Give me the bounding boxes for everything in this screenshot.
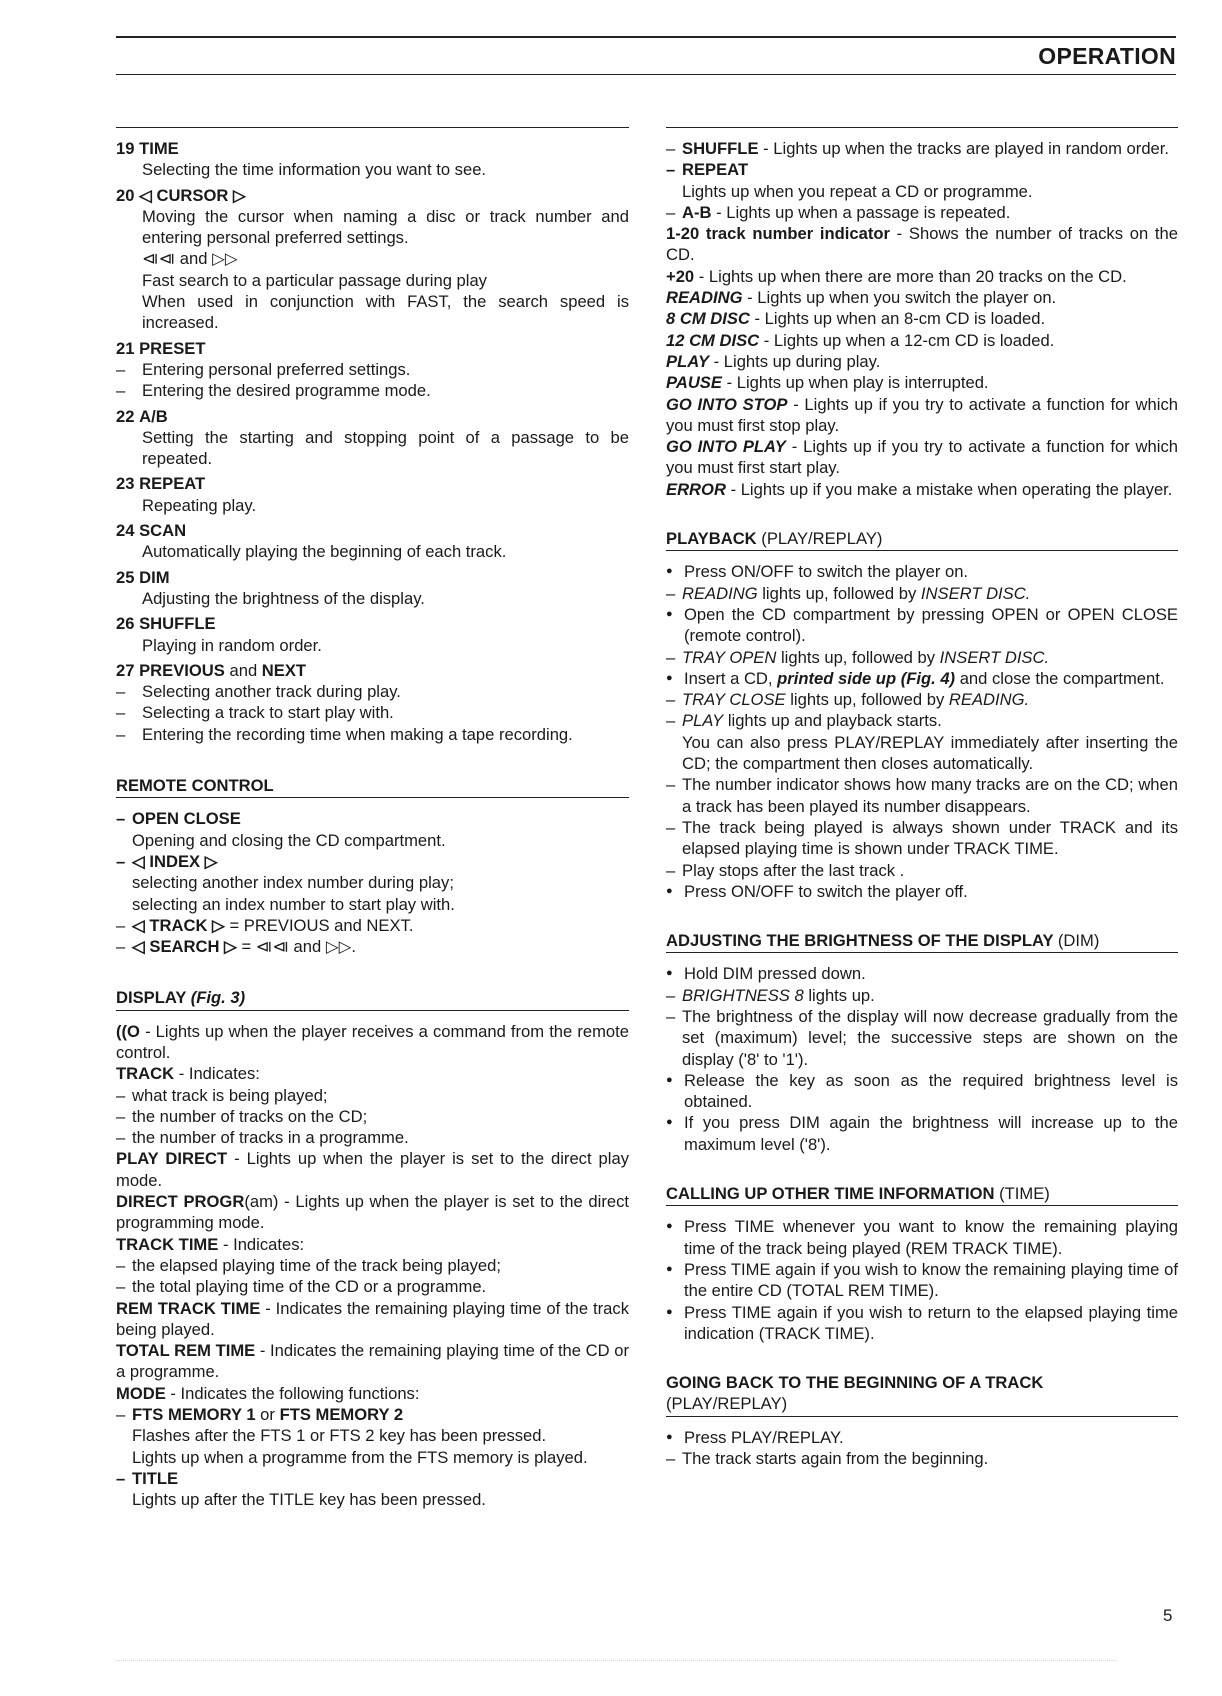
rem-track-time-line: REM TRACK TIME - Indicates the remaining playing time of the track being played. bbox=[116, 1298, 629, 1339]
function-item bbox=[116, 660, 629, 745]
function-item-desc: – Selecting another track during play. bbox=[116, 681, 629, 702]
function-item bbox=[116, 567, 629, 610]
display-indicator: PAUSE - Lights up when play is interrupted. bbox=[666, 373, 989, 393]
title-key-label: – TITLE bbox=[116, 1468, 629, 1489]
function-item-desc: – Entering the desired programme mode. bbox=[116, 380, 629, 401]
dim-result: – The brightness of the display will now decrease gradually from the set (maximum) level; the successive steps are shown on the display ('8' to '1'). bbox=[666, 1006, 1178, 1070]
function-item-heading: 27 PREVIOUS and NEXT bbox=[116, 660, 307, 680]
function-item-desc: ⧏⧏ and ▷▷ bbox=[142, 249, 238, 269]
function-item-heading: 25 DIM bbox=[116, 567, 170, 587]
index-label: – ◁ INDEX ▷ bbox=[116, 851, 629, 872]
index-desc-1: selecting another index number during play; bbox=[132, 873, 454, 893]
playback-heading: PLAYBACK (PLAY/REPLAY) bbox=[666, 528, 1178, 551]
back-result: – The track starts again from the beginning. bbox=[666, 1448, 1178, 1469]
repeat-label: – REPEAT bbox=[666, 159, 1178, 180]
section-title: OPERATION bbox=[1038, 43, 1176, 69]
function-item-desc: Selecting the time information you want to see. bbox=[142, 160, 487, 180]
time-step: ● Press TIME again if you wish to return to the elapsed playing time indication (TRACK TIME). bbox=[666, 1302, 1178, 1345]
playback-result: – TRAY CLOSE lights up, followed by READING. bbox=[666, 689, 1178, 710]
back-list bbox=[666, 1427, 1178, 1470]
playback-result: – The track being played is always shown under TRACK and its elapsed playing time is shown under TRACK TIME. bbox=[666, 817, 1178, 860]
function-item-desc: Automatically playing the beginning of each track. bbox=[142, 542, 507, 562]
remote-control-heading: REMOTE CONTROL bbox=[116, 775, 629, 798]
numbered-items bbox=[116, 138, 629, 745]
play-direct-line: PLAY DIRECT - Lights up when the player is set to the direct play mode. bbox=[116, 1149, 629, 1190]
display-indicator: PLAY - Lights up during play. bbox=[666, 351, 881, 371]
indicator-list bbox=[666, 287, 1178, 500]
shuffle-line: – SHUFFLE - Lights up when the tracks are played in random order. bbox=[666, 138, 1178, 159]
fts-desc-1: Flashes after the FTS 1 or FTS 2 key has been pressed. bbox=[132, 1426, 547, 1446]
function-item bbox=[116, 520, 629, 563]
playback-result: – PLAY lights up and playback starts. bbox=[666, 710, 1178, 731]
open-close-desc: Opening and closing the CD compartment. bbox=[132, 830, 446, 850]
dim-step: ● Release the key as soon as the required brightness level is obtained. bbox=[666, 1070, 1178, 1113]
track-line-2: – the number of tracks on the CD; bbox=[116, 1106, 629, 1127]
display-indicator: 12 CM DISC - Lights up when a 12-cm CD is loaded. bbox=[666, 330, 1055, 350]
function-item bbox=[116, 473, 629, 516]
track-time-line: TRACK TIME - Indicates: bbox=[116, 1234, 305, 1254]
right-column bbox=[666, 127, 1178, 1469]
dim-result: – BRIGHTNESS 8 lights up. bbox=[666, 985, 1178, 1006]
open-close-label: – OPEN CLOSE bbox=[116, 808, 629, 829]
playback-result: – READING lights up, followed by INSERT DISC. bbox=[666, 583, 1178, 604]
function-item bbox=[116, 613, 629, 656]
function-item-heading: 24 SCAN bbox=[116, 521, 187, 541]
scan-artifact bbox=[116, 1660, 1116, 1679]
function-item bbox=[116, 406, 629, 470]
playback-list bbox=[666, 561, 1178, 902]
playback-result: – The number indicator shows how many tracks are on the CD; when a track has been played its number disappears. bbox=[666, 774, 1178, 817]
function-item-desc: Adjusting the brightness of the display. bbox=[142, 588, 425, 608]
function-item bbox=[116, 138, 629, 181]
function-item-heading: 23 REPEAT bbox=[116, 474, 206, 494]
display-indicator: ERROR - Lights up if you make a mistake when operating the player. bbox=[666, 479, 1173, 499]
left-column bbox=[116, 127, 629, 1511]
fts-desc-2: Lights up when a programme from the FTS memory is played. bbox=[132, 1447, 588, 1467]
track-line-1: – what track is being played; bbox=[116, 1085, 629, 1106]
index-desc-2: selecting an index number to start play with. bbox=[132, 894, 455, 914]
function-item bbox=[116, 338, 629, 402]
function-item-desc: When used in conjunction with FAST, the search speed is increased. bbox=[142, 292, 629, 333]
dim-step: ● Hold DIM pressed down. bbox=[666, 963, 1178, 984]
function-item-desc: – Entering the recording time when making a tape recording. bbox=[116, 724, 629, 745]
remote-indicator-line: ((O - Lights up when the player receives a command from the remote control. bbox=[116, 1021, 629, 1062]
display-indicators bbox=[666, 138, 1178, 500]
function-item-desc: Repeating play. bbox=[142, 495, 257, 515]
function-item-heading: 20 ◁ CURSOR ▷ bbox=[116, 185, 246, 205]
track-line-3: – the number of tracks in a programme. bbox=[116, 1127, 629, 1148]
search-line: – ◁ SEARCH ▷ = ⧏⧏ and ▷▷. bbox=[116, 936, 629, 957]
title-key-desc: Lights up after the TITLE key has been pressed. bbox=[132, 1490, 486, 1510]
track-line: – ◁ TRACK ▷ = PREVIOUS and NEXT. bbox=[116, 915, 629, 936]
function-item-heading: 19 TIME bbox=[116, 139, 179, 158]
playback-step: ● Press ON/OFF to switch the player off. bbox=[666, 881, 1178, 902]
repeat-desc: Lights up when you repeat a CD or programme. bbox=[682, 181, 1033, 201]
mode-line: MODE - Indicates the following functions: bbox=[116, 1383, 420, 1403]
function-item-desc: Fast search to a particular passage during play bbox=[142, 270, 487, 290]
fts-memory-line: – FTS MEMORY 1 or FTS MEMORY 2 bbox=[116, 1404, 629, 1425]
function-item-desc: – Entering personal preferred settings. bbox=[116, 359, 629, 380]
function-item-heading: 21 PRESET bbox=[116, 338, 206, 358]
column-rule bbox=[666, 127, 1178, 138]
dim-list bbox=[666, 963, 1178, 1155]
remote-control-list bbox=[116, 808, 629, 957]
remote-signal-icon: ((O bbox=[116, 1021, 140, 1041]
time-step: ● Press TIME whenever you want to know the remaining playing time of the track being played (REM TRACK TIME). bbox=[666, 1216, 1178, 1259]
track-time-line-2: – the total playing time of the CD or a programme. bbox=[116, 1276, 629, 1297]
ab-line: – A-B - Lights up when a passage is repeated. bbox=[666, 202, 1178, 223]
display-indicator: GO INTO PLAY - Lights up if you try to activate a function for which you must first start play. bbox=[666, 437, 1178, 478]
playback-step: ● Insert a CD, printed side up (Fig. 4) and close the compartment. bbox=[666, 668, 1178, 689]
time-step: ● Press TIME again if you wish to know the remaining playing time of the entire CD (TOTAL REM TIME). bbox=[666, 1259, 1178, 1302]
playback-result: – TRAY OPEN lights up, followed by INSERT DISC. bbox=[666, 647, 1178, 668]
function-item-desc: Setting the starting and stopping point of a passage to be repeated. bbox=[142, 427, 629, 469]
playback-step: ● Press ON/OFF to switch the player on. bbox=[666, 561, 1178, 582]
total-rem-time-line: TOTAL REM TIME - Indicates the remaining playing time of the CD or a programme. bbox=[116, 1341, 629, 1382]
dim-step: ● If you press DIM again the brightness will increase up to the maximum level ('8'). bbox=[666, 1112, 1178, 1155]
function-item-desc: – Selecting a track to start play with. bbox=[116, 702, 629, 723]
back-heading: GOING BACK TO THE BEGINNING OF A TRACK (PLAY/REPLAY) bbox=[666, 1372, 1178, 1417]
function-item bbox=[116, 185, 629, 334]
playback-result: – Play stops after the last track . bbox=[666, 860, 1178, 881]
back-step: ● Press PLAY/REPLAY. bbox=[666, 1427, 1178, 1448]
track-indicator-line: 1-20 track number indicator - Shows the number of tracks on the CD. bbox=[666, 224, 1178, 265]
function-item-desc: Playing in random order. bbox=[142, 635, 322, 655]
display-heading: DISPLAY (Fig. 3) bbox=[116, 987, 629, 1010]
display-indicator: READING - Lights up when you switch the player on. bbox=[666, 288, 1057, 308]
function-item-heading: 26 SHUFFLE bbox=[116, 614, 216, 634]
time-heading: CALLING UP OTHER TIME INFORMATION (TIME) bbox=[666, 1183, 1178, 1206]
page-number: 5 bbox=[1163, 1606, 1173, 1625]
direct-progr-line: DIRECT PROGR(am) - Lights up when the player is set to the direct programming mode. bbox=[116, 1192, 629, 1233]
dim-heading: ADJUSTING THE BRIGHTNESS OF THE DISPLAY (DIM) bbox=[666, 930, 1178, 953]
page-header bbox=[116, 36, 1176, 75]
function-item-heading: 22 A/B bbox=[116, 406, 168, 426]
track-indicator-line: TRACK - Indicates: bbox=[116, 1064, 260, 1084]
playback-step: ● Open the CD compartment by pressing OPEN or OPEN CLOSE (remote control). bbox=[666, 604, 1178, 647]
column-rule bbox=[116, 127, 629, 138]
track-time-line-1: – the elapsed playing time of the track being played; bbox=[116, 1255, 629, 1276]
time-list bbox=[666, 1216, 1178, 1344]
display-description bbox=[116, 1021, 629, 1511]
plus20-line: +20 - Lights up when there are more than 20 tracks on the CD. bbox=[666, 266, 1127, 286]
display-indicator: 8 CM DISC - Lights up when an 8-cm CD is loaded. bbox=[666, 309, 1046, 329]
function-item-desc: Moving the cursor when naming a disc or track number and entering personal preferred settings. bbox=[142, 206, 629, 248]
playback-note: You can also press PLAY/REPLAY immediately after inserting the CD; the compartment then closes automatically. bbox=[682, 732, 1178, 774]
display-indicator: GO INTO STOP - Lights up if you try to activate a function for which you must first stop play. bbox=[666, 394, 1178, 435]
